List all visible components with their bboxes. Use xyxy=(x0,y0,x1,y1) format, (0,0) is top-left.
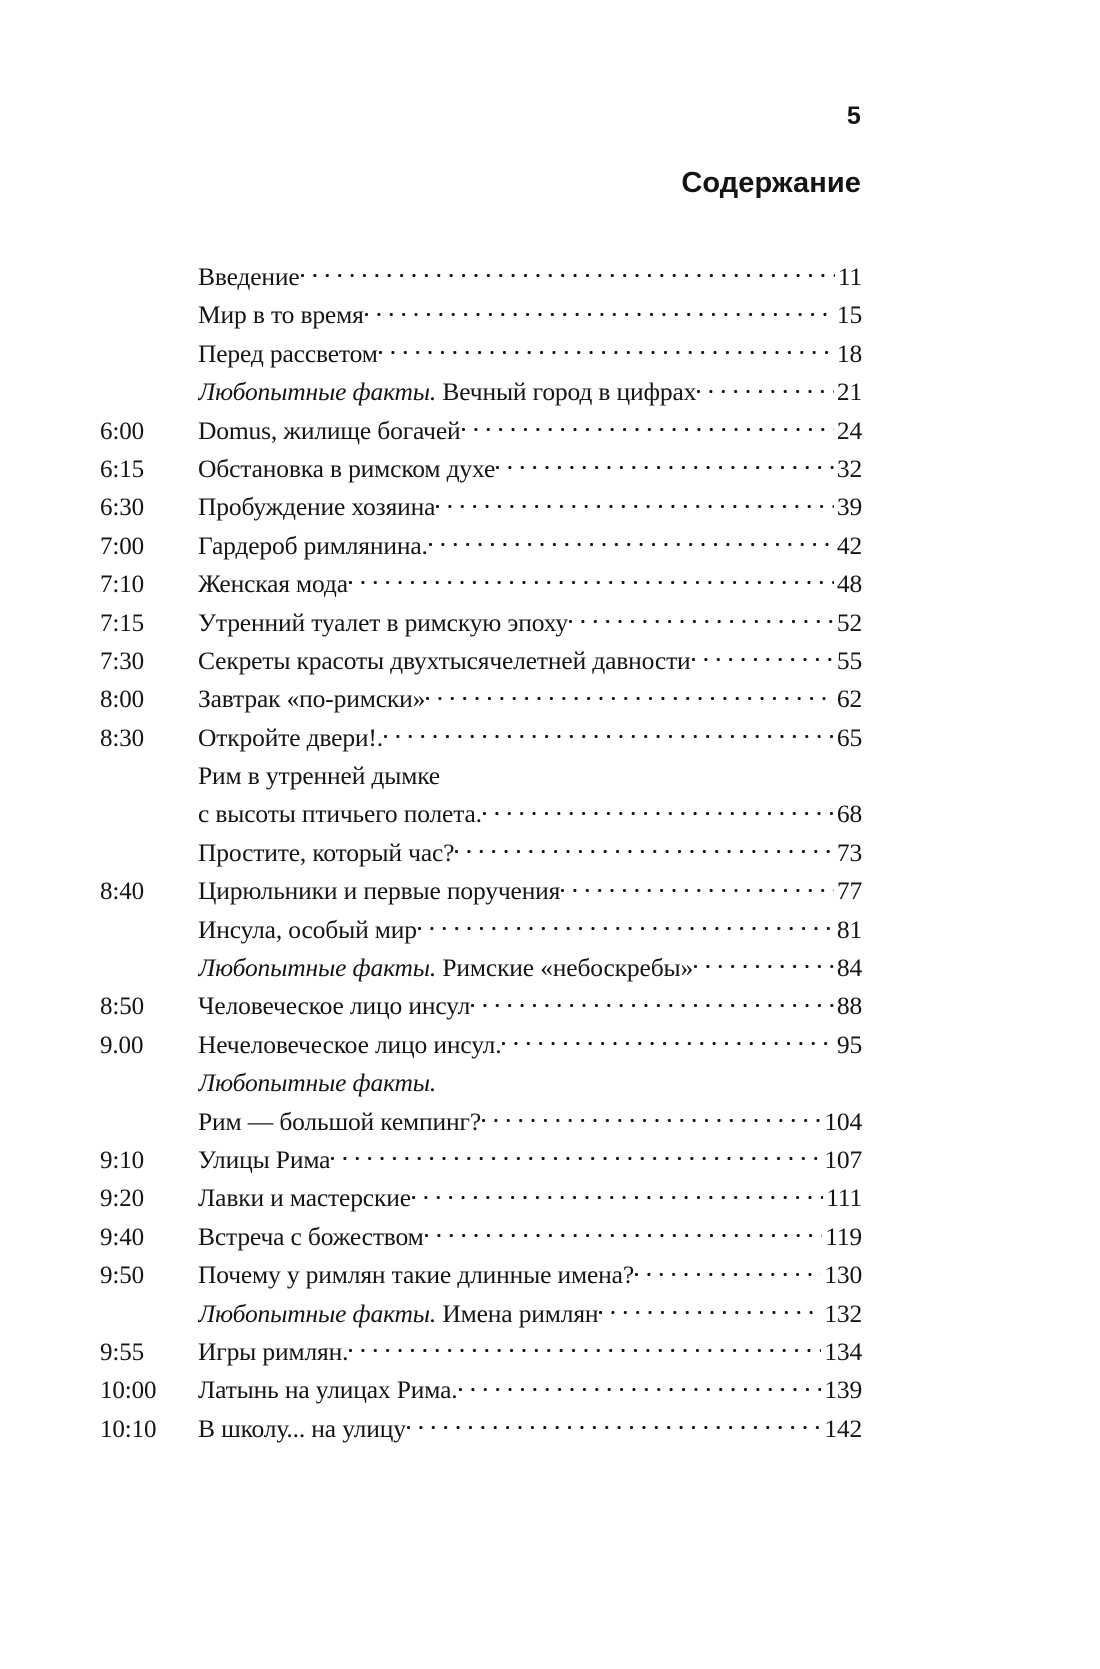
toc-row-title xyxy=(198,1064,436,1102)
toc-row-title-roman: Почему у римлян такие длинные имена? xyxy=(198,1260,634,1290)
toc-row-entry xyxy=(198,987,862,1025)
toc-row-page-number: 55 xyxy=(836,645,862,675)
toc-leader-dots xyxy=(418,912,834,938)
toc-leader-dots xyxy=(301,260,835,286)
toc-row-title xyxy=(198,872,560,910)
toc-leader-dots xyxy=(441,759,859,785)
toc-row-title xyxy=(198,1179,411,1217)
toc-row-title-italic: Любопытные факты. xyxy=(198,377,437,407)
toc-row-time: 6:00 xyxy=(100,417,145,445)
toc-row-page-number: 48 xyxy=(836,569,862,599)
toc-row-entry xyxy=(198,1410,862,1448)
toc-row-page-number: 24 xyxy=(836,415,862,445)
toc-row-page-number: 139 xyxy=(824,1375,862,1405)
toc-row-title-roman: Инсула, особый мир xyxy=(198,914,417,944)
toc-row-title-roman: Мир в то время xyxy=(198,300,364,330)
toc-row-page-number: 42 xyxy=(836,530,862,560)
toc-row-title-roman: Игры римлян. xyxy=(198,1336,349,1366)
toc-row-entry xyxy=(198,1026,862,1064)
toc-row-page-number: 52 xyxy=(836,607,862,637)
toc-row-title xyxy=(198,565,348,603)
toc-row-time: 6:30 xyxy=(100,494,145,522)
toc-row-title-roman: Нечеловеческое лицо инсул. xyxy=(198,1029,502,1059)
toc-row-page-number: 111 xyxy=(826,1183,862,1213)
toc-row[interactable] xyxy=(100,1371,862,1409)
toc-row-title-roman: Утренний туалет в римскую эпоху xyxy=(198,607,568,637)
toc-row-title xyxy=(198,642,691,680)
toc-row-title-roman: Гардероб римлянина. xyxy=(198,530,428,560)
toc-row-title-roman: Секреты красоты двухтысячелетней давности xyxy=(198,645,691,675)
toc-leader-dots xyxy=(462,413,834,439)
toc-row-time: 9:10 xyxy=(100,1146,145,1174)
toc-row-entry xyxy=(198,795,862,833)
toc-leader-dots xyxy=(635,1258,821,1284)
toc-row-title xyxy=(198,987,470,1025)
toc-row[interactable] xyxy=(100,1218,862,1256)
toc-row-time: 10:10 xyxy=(100,1415,157,1443)
toc-row-page-number: 84 xyxy=(836,953,862,983)
toc-row-title-roman: Обстановка в римском духе xyxy=(198,453,496,483)
toc-row-title xyxy=(198,1256,634,1294)
toc-row-time: 9:50 xyxy=(100,1262,145,1290)
toc-row-entry xyxy=(198,412,862,450)
toc-row-time: 7:15 xyxy=(100,609,145,637)
toc-row-time: 9:20 xyxy=(100,1185,145,1213)
toc-row[interactable] xyxy=(100,1064,862,1102)
toc-row-entry xyxy=(198,527,862,565)
toc-row[interactable] xyxy=(100,1179,862,1217)
toc-row-time: 8:00 xyxy=(100,686,145,714)
toc-row-title-italic: Любопытные факты. xyxy=(198,953,437,983)
toc-row-title xyxy=(198,1333,348,1371)
toc-row-entry xyxy=(198,373,862,411)
toc-row[interactable] xyxy=(100,1141,862,1179)
toc-row-page-number: 77 xyxy=(836,876,862,906)
toc-row-entry xyxy=(198,604,862,642)
toc-row[interactable] xyxy=(100,1256,862,1294)
toc-row-entry xyxy=(198,565,862,603)
toc-row[interactable] xyxy=(100,296,862,334)
toc-row-title xyxy=(198,680,425,718)
toc-row-title-roman: Рим — большой кемпинг? xyxy=(198,1106,481,1136)
toc-row[interactable] xyxy=(100,258,862,296)
toc-row[interactable] xyxy=(100,412,862,450)
toc-row-page-number: 119 xyxy=(825,1221,862,1251)
toc-row[interactable] xyxy=(100,527,862,565)
toc-row-title-roman: В школу... на улицу xyxy=(198,1413,406,1443)
toc-leader-dots xyxy=(331,1142,821,1168)
toc-row-title xyxy=(198,1410,406,1448)
toc-row[interactable] xyxy=(100,795,862,833)
toc-row-title xyxy=(198,412,461,450)
toc-leader-dots xyxy=(599,1296,821,1322)
toc-row-page-number: 132 xyxy=(824,1298,862,1328)
toc-row-time: 8:30 xyxy=(100,724,145,752)
toc-row-time: 7:30 xyxy=(100,647,145,675)
toc-row-time: 9.00 xyxy=(100,1031,144,1059)
toc-row-title xyxy=(198,604,568,642)
toc-leader-dots xyxy=(429,528,834,554)
toc-row-page-number: 88 xyxy=(836,991,862,1021)
toc-leader-dots xyxy=(349,567,834,593)
toc-row-title xyxy=(198,1218,424,1256)
toc-leader-dots xyxy=(426,682,834,708)
toc-row-title xyxy=(198,911,417,949)
toc-row-title xyxy=(198,795,482,833)
toc-row-page-number: 18 xyxy=(836,338,862,368)
toc-leader-dots xyxy=(502,1027,833,1053)
toc-row-entry xyxy=(198,1103,862,1141)
toc-row-title-roman: Простите, который час? xyxy=(198,837,455,867)
toc-row[interactable] xyxy=(100,1295,862,1333)
toc-row-page-number: 134 xyxy=(824,1336,862,1366)
toc-leader-dots xyxy=(483,797,834,823)
toc-row-title-roman: Вечный город в цифрах xyxy=(436,377,697,407)
toc-row-page-number: 15 xyxy=(836,300,862,330)
toc-row-page-number: 32 xyxy=(836,453,862,483)
toc-row-title xyxy=(198,1103,481,1141)
toc-row-title-roman: Женская мода xyxy=(198,569,348,599)
toc-row-time: 6:15 xyxy=(100,455,145,483)
toc-row[interactable] xyxy=(100,488,862,526)
toc-row[interactable] xyxy=(100,1103,862,1141)
toc-row-title-roman: Человеческое лицо инсул xyxy=(198,991,471,1021)
toc-row-title-roman: Имена римлян xyxy=(436,1298,599,1328)
toc-row-title-roman: Римские «небоскребы» xyxy=(436,953,694,983)
toc-row-entry xyxy=(198,757,862,795)
toc-row-title xyxy=(198,527,428,565)
toc-row[interactable] xyxy=(100,911,862,949)
toc-leader-dots xyxy=(482,1104,821,1130)
toc-row-title-italic: Любопытные факты. xyxy=(198,1298,437,1328)
toc-row-title-roman: Лавки и мастерские xyxy=(198,1183,411,1213)
toc-row-page-number: 68 xyxy=(836,799,862,829)
toc-row-page-number: 11 xyxy=(837,262,862,291)
toc-row-entry xyxy=(198,911,862,949)
toc-row-title-italic: Любопытные факты. xyxy=(198,1068,437,1098)
toc-row-page-number: 62 xyxy=(836,684,862,714)
toc-row[interactable] xyxy=(100,565,862,603)
toc-row-entry xyxy=(198,1064,862,1102)
toc-row-entry xyxy=(198,1179,862,1217)
toc-row-title-roman: Domus, жилище богачей xyxy=(198,415,461,445)
toc-leader-dots xyxy=(569,605,834,631)
toc-leader-dots xyxy=(561,874,834,900)
toc-row-entry xyxy=(198,335,862,373)
toc-row-title-roman: Латынь на улицах Рима. xyxy=(198,1375,458,1405)
toc-row-page-number: 107 xyxy=(824,1144,862,1174)
toc-row-entry xyxy=(198,949,862,987)
page-title: Содержание xyxy=(681,167,861,199)
toc-row-title-roman: Завтрак «по-римски» xyxy=(198,684,426,714)
toc-row-page-number: 65 xyxy=(836,722,862,752)
toc-leader-dots xyxy=(694,951,834,977)
toc-row-entry xyxy=(198,1371,862,1409)
toc-leader-dots xyxy=(436,490,834,516)
toc-row-title xyxy=(198,258,300,296)
toc-row-title xyxy=(198,373,696,411)
toc-leader-dots xyxy=(455,835,834,861)
toc-row-entry xyxy=(198,1141,862,1179)
toc-leader-dots xyxy=(692,643,834,669)
toc-row-entry xyxy=(198,488,862,526)
toc-row-title-roman: Рим в утренней дымке xyxy=(198,761,440,791)
toc-row-title xyxy=(198,1141,330,1179)
toc-row-title xyxy=(198,834,454,872)
toc-row-time: 8:40 xyxy=(100,878,145,906)
toc-row[interactable] xyxy=(100,373,862,411)
toc-leader-dots xyxy=(697,375,834,401)
toc-row-title-roman: Улицы Рима xyxy=(198,1144,331,1174)
toc-row[interactable] xyxy=(100,719,862,757)
toc-row-title-roman: Цирюльники и первые поручения xyxy=(198,876,561,906)
toc-row-title-roman: Введение xyxy=(198,262,300,291)
toc-row-title xyxy=(198,949,693,987)
toc-leader-dots xyxy=(459,1373,822,1399)
toc-row-title xyxy=(198,335,378,373)
toc-row[interactable] xyxy=(100,335,862,373)
toc-row-entry xyxy=(198,680,862,718)
toc-row-time: 9:55 xyxy=(100,1338,145,1366)
toc-row-time: 7:00 xyxy=(100,532,145,560)
toc-row-entry xyxy=(198,258,862,296)
toc-leader-dots xyxy=(349,1334,821,1360)
toc-leader-dots xyxy=(407,1411,822,1437)
toc-row[interactable] xyxy=(100,872,862,910)
toc-leader-dots xyxy=(496,451,834,477)
toc-row[interactable] xyxy=(100,1410,862,1448)
toc-row-title-roman: Откройте двери!. xyxy=(198,722,383,752)
page-number: 5 xyxy=(846,102,861,130)
toc-leader-dots xyxy=(365,298,834,324)
toc-row[interactable] xyxy=(100,757,862,795)
toc-row-page-number: 39 xyxy=(836,492,862,522)
toc-row-page-number: 81 xyxy=(836,914,862,944)
toc-row[interactable] xyxy=(100,949,862,987)
toc-row-title-roman: Перед рассветом xyxy=(198,338,378,368)
toc-leader-dots xyxy=(437,1066,859,1092)
toc-row[interactable] xyxy=(100,680,862,718)
toc-row[interactable] xyxy=(100,987,862,1025)
toc-row-title-roman: Пробуждение хозяина xyxy=(198,492,436,522)
toc-row[interactable] xyxy=(100,604,862,642)
toc-row-page-number: 130 xyxy=(824,1260,862,1290)
toc-row[interactable] xyxy=(100,1026,862,1064)
toc-row[interactable] xyxy=(100,834,862,872)
toc-row-title xyxy=(198,757,440,795)
toc-row-page-number: 104 xyxy=(824,1106,862,1136)
toc-row-page-number: 73 xyxy=(836,837,862,867)
toc-row-page-number: 142 xyxy=(824,1413,862,1443)
toc-row-title-roman: Встреча с божеством xyxy=(198,1221,424,1251)
toc-row-entry xyxy=(198,1218,862,1256)
toc-row-entry xyxy=(198,872,862,910)
toc-row-title-roman: с высоты птичьего полета. xyxy=(198,799,482,829)
toc-row-time: 7:10 xyxy=(100,571,145,599)
toc-row-title xyxy=(198,296,364,334)
toc-row-title xyxy=(198,1371,458,1409)
toc-row-title xyxy=(198,719,383,757)
toc-row-entry xyxy=(198,1295,862,1333)
toc-leader-dots xyxy=(471,989,834,1015)
toc-row-entry xyxy=(198,450,862,488)
toc-row-page-number: 95 xyxy=(836,1029,862,1059)
toc-row-entry xyxy=(198,296,862,334)
toc-leader-dots xyxy=(379,336,834,362)
toc-leader-dots xyxy=(384,720,834,746)
toc-row-time: 9:40 xyxy=(100,1223,145,1251)
toc-row-title xyxy=(198,1295,598,1333)
toc-row[interactable] xyxy=(100,1333,862,1371)
toc-leader-dots xyxy=(412,1181,823,1207)
toc-row-time: 8:50 xyxy=(100,993,145,1021)
toc-row-entry xyxy=(198,719,862,757)
toc-row-time: 10:00 xyxy=(100,1377,157,1405)
toc-row-title xyxy=(198,1026,501,1064)
toc-row-page-number: 21 xyxy=(836,377,862,407)
toc-row-title xyxy=(198,488,435,526)
toc-row-entry xyxy=(198,1256,862,1294)
toc-row[interactable] xyxy=(100,450,862,488)
toc-row-title xyxy=(198,450,495,488)
toc-leader-dots xyxy=(425,1219,823,1245)
toc-row-entry xyxy=(198,1333,862,1371)
table-of-contents xyxy=(100,258,862,1448)
toc-row-entry xyxy=(198,642,862,680)
toc-row[interactable] xyxy=(100,642,862,680)
toc-row-entry xyxy=(198,834,862,872)
